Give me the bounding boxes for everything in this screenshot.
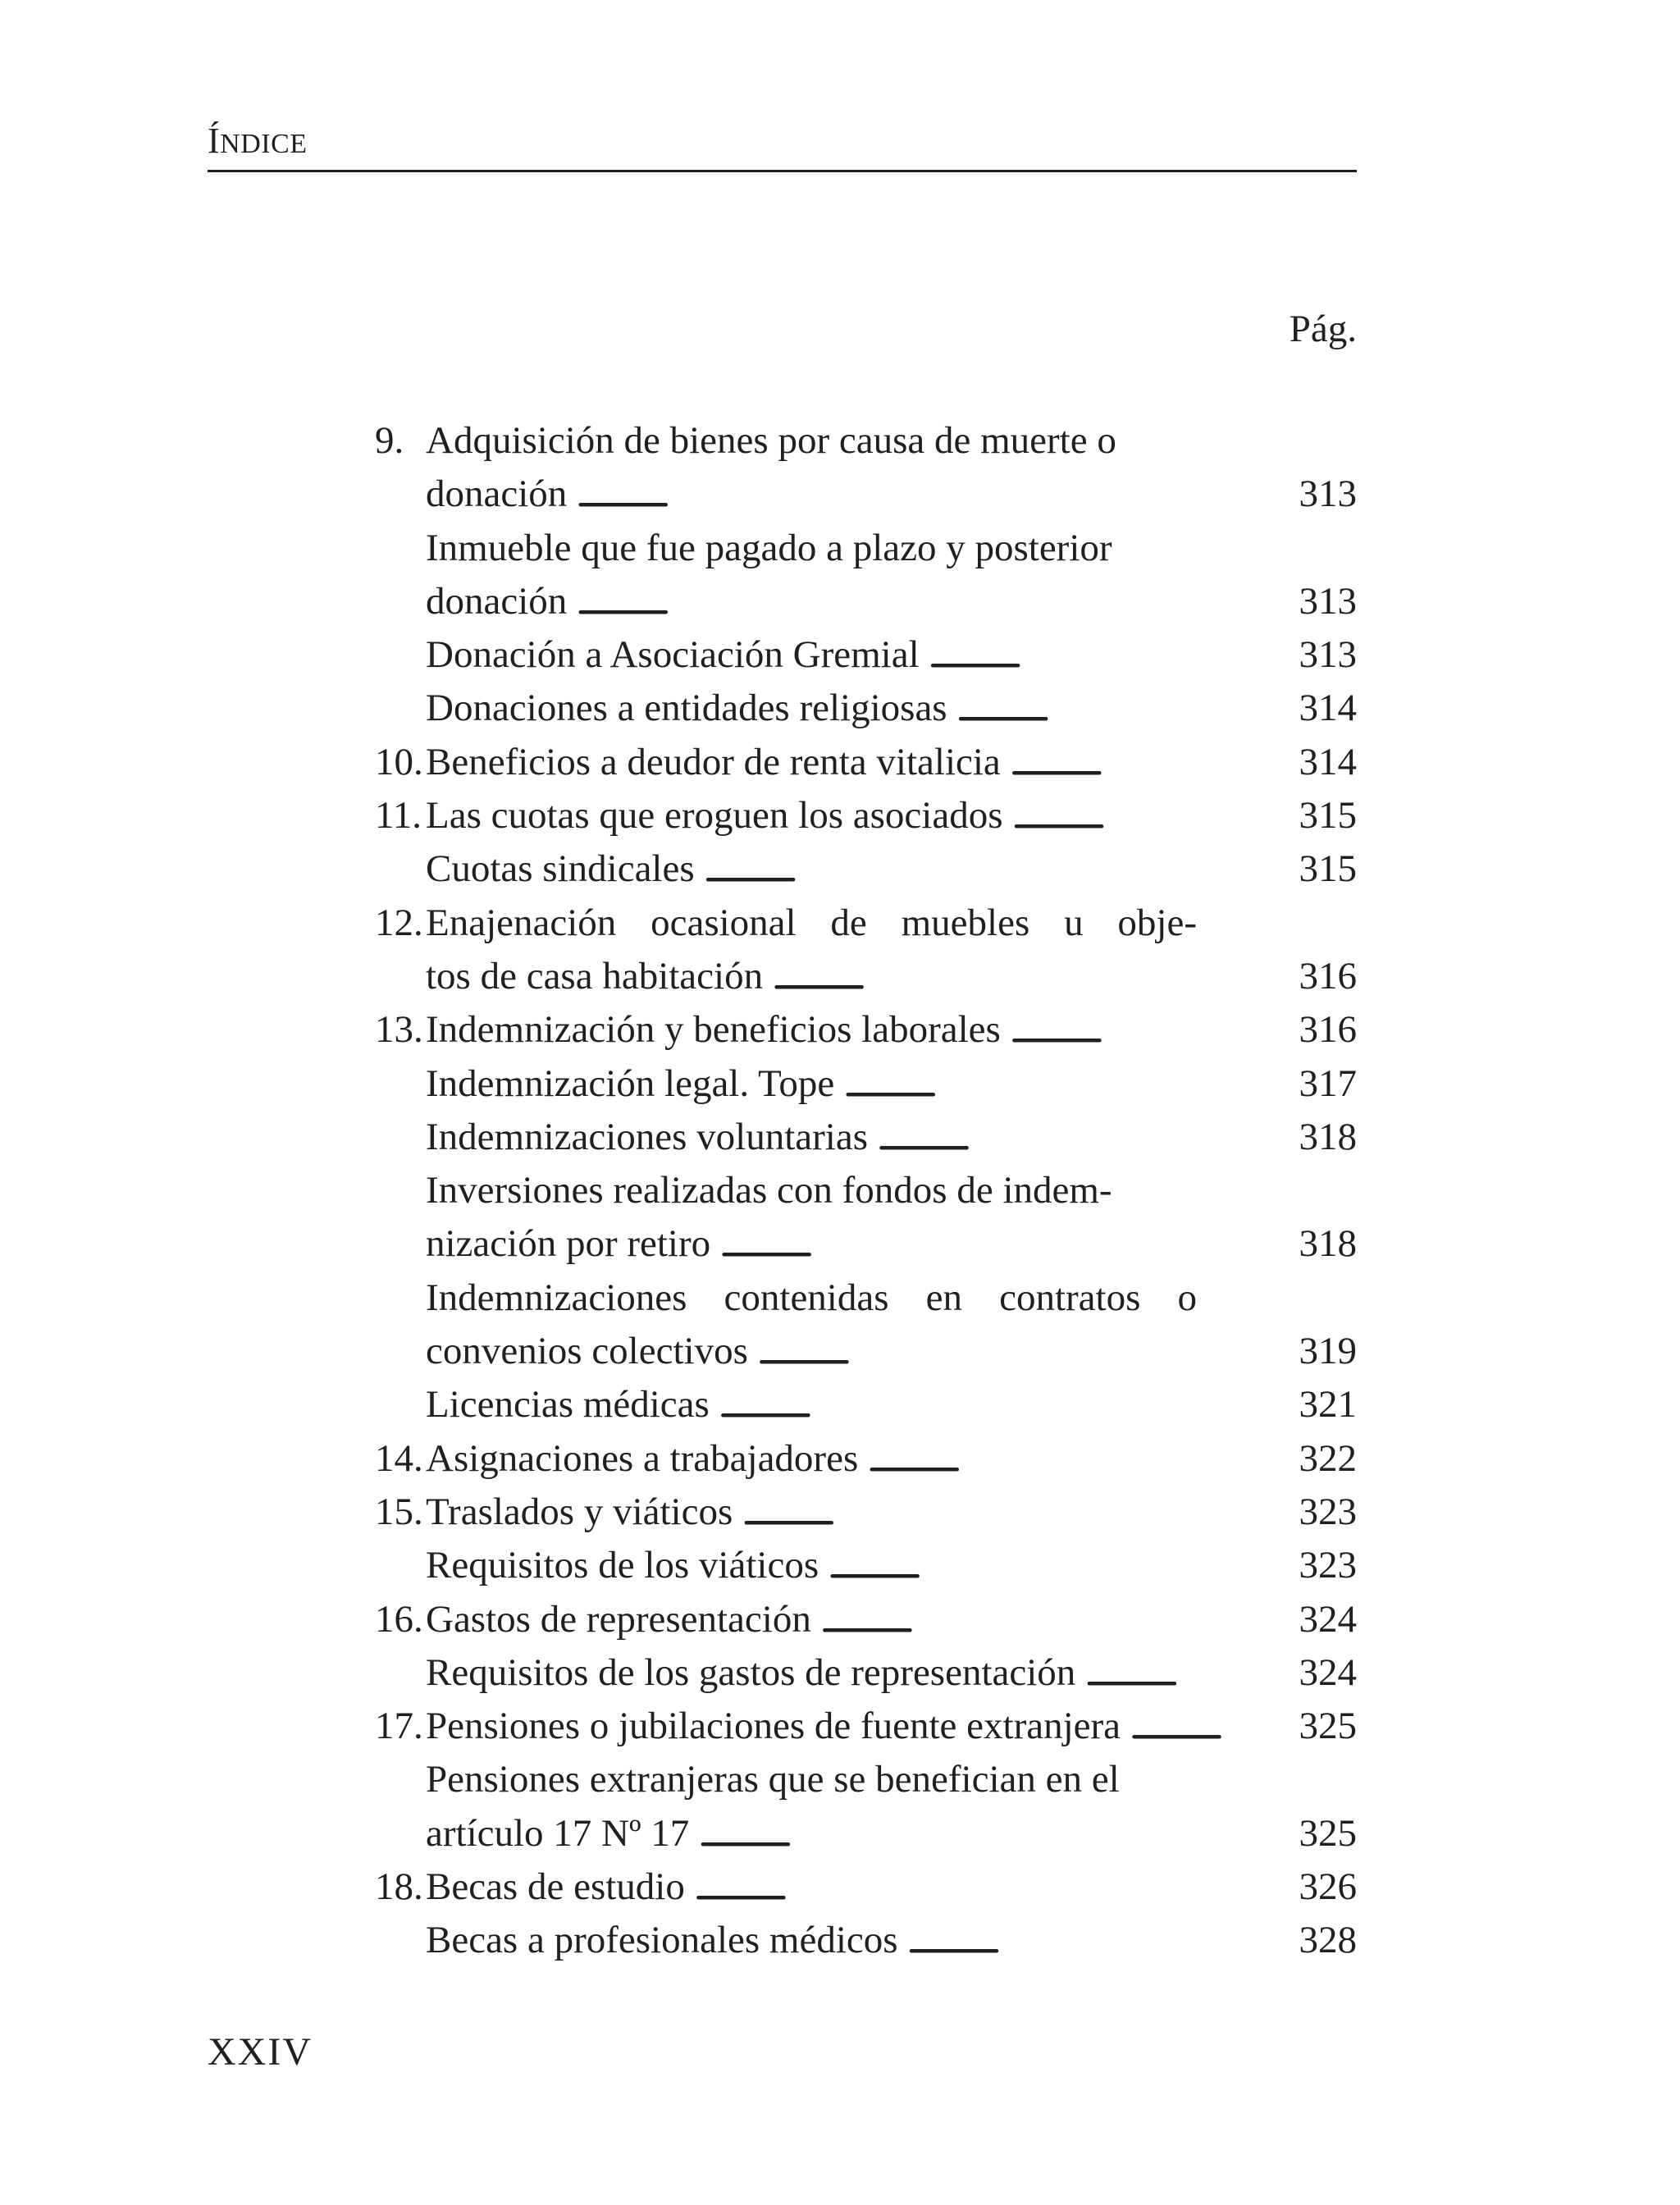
toc-entry-title-wrap [426, 1860, 1287, 1916]
toc-entry-title: Requisitos de los gastos de representación [426, 1650, 1086, 1694]
toc-entry [375, 1486, 1357, 1539]
toc-entry-title-wrap [426, 628, 1287, 684]
toc-entry-page: 316 [1299, 1008, 1357, 1052]
toc-entry-title: Las cuotas que eroguen los asociados [426, 794, 1013, 838]
toc-entry-title: artículo 17 Nº 17 [426, 1811, 700, 1855]
toc-entry-title-wrap [426, 1486, 1287, 1541]
toc-entry-page: 316 [1299, 954, 1357, 998]
toc-entry-title: Asignaciones a trabajadores [426, 1436, 868, 1480]
toc-entry-page: 325 [1299, 1811, 1357, 1855]
toc-entry-title: Requisitos de los viáticos [426, 1544, 829, 1587]
toc-entry-title: Licencias médicas [426, 1383, 719, 1427]
toc-entry-number: 11. [375, 794, 422, 838]
toc-entry-page: 324 [1299, 1597, 1357, 1641]
toc-entry-title-wrap [426, 522, 1369, 575]
folio: XXIV [208, 2030, 313, 2074]
toc-entry-title: Indemnización legal. Tope [426, 1061, 845, 1105]
toc-entry-page: 313 [1299, 633, 1357, 677]
toc-entry-title-wrap [426, 1271, 1369, 1325]
toc-entry-title: Becas a profesionales médicos [426, 1919, 908, 1962]
toc-entry-page: 321 [1299, 1383, 1357, 1427]
toc-entry-page: 313 [1299, 472, 1357, 516]
running-head-rest: NDICE [220, 129, 308, 159]
toc-entry-title: Gastos de representación [426, 1597, 821, 1641]
toc-entry-title: Donación a Asociación Gremial [426, 633, 929, 677]
toc-entry [375, 1325, 1357, 1378]
toc-entry-page: 326 [1299, 1865, 1357, 1909]
toc-entry-title-wrap [426, 1217, 1287, 1273]
toc-entry [375, 1111, 1357, 1164]
toc-entry-title: Donaciones a entidades religiosas [426, 687, 957, 730]
toc-entry-page: 317 [1299, 1061, 1357, 1105]
toc-entry-title-wrap [426, 950, 1287, 1006]
toc-entry-page: 324 [1299, 1650, 1357, 1694]
toc-entry-number: 15. [375, 1490, 423, 1533]
toc-entry-title-wrap [426, 682, 1287, 737]
toc-entry-title-wrap [426, 789, 1287, 845]
toc-entry-page: 322 [1299, 1436, 1357, 1480]
toc-entry-page: 315 [1299, 847, 1357, 891]
toc-entry-page: 318 [1299, 1115, 1357, 1158]
toc-entry-page: 314 [1299, 740, 1357, 783]
toc-entry [375, 1003, 1357, 1057]
toc-entry-number: 16. [375, 1597, 423, 1641]
running-head [208, 123, 308, 159]
toc-entry [375, 522, 1357, 575]
toc-entry [375, 575, 1357, 628]
toc-entry [375, 1593, 1357, 1646]
toc-entry-title-wrap [426, 1753, 1369, 1806]
toc-entry-title-wrap [426, 1646, 1287, 1702]
toc-entry-title-wrap [426, 1164, 1369, 1217]
toc-entry-page: 323 [1299, 1490, 1357, 1533]
toc-entry [375, 1646, 1357, 1700]
table-of-contents [375, 414, 1357, 1968]
toc-entry [375, 789, 1357, 842]
toc-entry-title: Indemnización y beneficios laborales [426, 1008, 1011, 1052]
toc-entry-title: nización por retiro [426, 1222, 720, 1266]
toc-entry-number: 12. [375, 901, 423, 944]
toc-entry-title-wrap [426, 897, 1369, 950]
toc-entry [375, 682, 1357, 735]
toc-entry [375, 1271, 1357, 1325]
toc-entry [375, 468, 1357, 521]
toc-entry [375, 1378, 1357, 1431]
toc-entry [375, 414, 1357, 468]
toc-entry-title: donación [426, 579, 578, 623]
toc-entry-page: 313 [1299, 579, 1357, 623]
toc-entry-title-wrap [426, 468, 1287, 523]
toc-entry-title-wrap [426, 1914, 1287, 1970]
toc-entry-title-wrap [426, 1003, 1287, 1059]
toc-entry-number: 14. [375, 1436, 423, 1480]
toc-entry [375, 736, 1357, 789]
toc-entry-title: Adquisición de bienes por causa de muerte o [426, 419, 1116, 462]
header-rule [208, 170, 1357, 172]
toc-entry-title-wrap [426, 1432, 1287, 1488]
toc-entry-page: 314 [1299, 687, 1357, 730]
toc-entry-title-wrap [426, 1539, 1287, 1595]
toc-entry-number: 13. [375, 1008, 423, 1052]
toc-entry-page: 318 [1299, 1222, 1357, 1266]
toc-entry [375, 628, 1357, 682]
toc-entry-title-wrap [426, 1807, 1287, 1863]
toc-entry [375, 1807, 1357, 1860]
toc-entry-title: Becas de estudio [426, 1865, 695, 1909]
toc-entry-page: 315 [1299, 794, 1357, 838]
toc-entry [375, 842, 1357, 896]
toc-entry-title: Enajenación ocasional de muebles u obje- [426, 901, 1197, 944]
toc-entry [375, 1164, 1357, 1217]
toc-entry-title: Traslados y viáticos [426, 1490, 743, 1533]
toc-entry-number: 9. [375, 419, 404, 462]
toc-entry-number: 10. [375, 740, 423, 783]
toc-entry-title: Beneficios a deudor de renta vitalicia [426, 740, 1011, 783]
toc-entry-title: Pensiones o jubilaciones de fuente extranjera [426, 1705, 1130, 1748]
toc-entry [375, 1753, 1357, 1806]
toc-entry-title-wrap [426, 1111, 1287, 1166]
toc-entry [375, 1539, 1357, 1592]
toc-entry [375, 897, 1357, 950]
toc-entry-title-wrap [426, 1593, 1287, 1649]
toc-entry-page: 325 [1299, 1705, 1357, 1748]
toc-entry [375, 1217, 1357, 1271]
toc-entry-title-wrap [426, 1700, 1287, 1755]
toc-entry-title: donación [426, 472, 578, 516]
toc-entry [375, 950, 1357, 1003]
toc-entry [375, 1860, 1357, 1914]
toc-entry [375, 1700, 1357, 1753]
toc-entry-title-wrap [426, 736, 1287, 792]
toc-entry-page: 328 [1299, 1919, 1357, 1962]
toc-entry-number: 17. [375, 1705, 423, 1748]
toc-entry-title: Indemnizaciones contenidas en contratos o [426, 1276, 1197, 1319]
toc-entry-title-wrap [426, 575, 1287, 631]
toc-entry-page: 323 [1299, 1544, 1357, 1587]
toc-entry-title: Pensiones extranjeras que se benefician en el [426, 1758, 1120, 1801]
toc-entry-title-wrap [426, 1057, 1287, 1113]
toc-entry-title: Inmueble que fue pagado a plazo y posterior [426, 526, 1112, 569]
toc-entry-title-wrap [426, 1325, 1287, 1381]
running-head-initial: Í [208, 121, 221, 161]
toc-entry-title: Cuotas sindicales [426, 847, 705, 891]
toc-entry [375, 1914, 1357, 1967]
toc-entry-page: 319 [1299, 1330, 1357, 1373]
toc-entry [375, 1057, 1357, 1111]
toc-entry-title: Inversiones realizadas con fondos de indem- [426, 1169, 1112, 1212]
toc-entry [375, 1432, 1357, 1486]
page-column-label: Pág. [1289, 308, 1357, 350]
toc-entry-title-wrap [426, 1378, 1287, 1434]
toc-entry-title: Indemnizaciones voluntarias [426, 1115, 878, 1158]
toc-entry-title-wrap [426, 842, 1287, 898]
toc-entry-title: tos de casa habitación [426, 954, 773, 998]
toc-entry-title: convenios colectivos [426, 1330, 758, 1373]
toc-entry-title-wrap [426, 414, 1369, 468]
toc-entry-number: 18. [375, 1865, 423, 1909]
